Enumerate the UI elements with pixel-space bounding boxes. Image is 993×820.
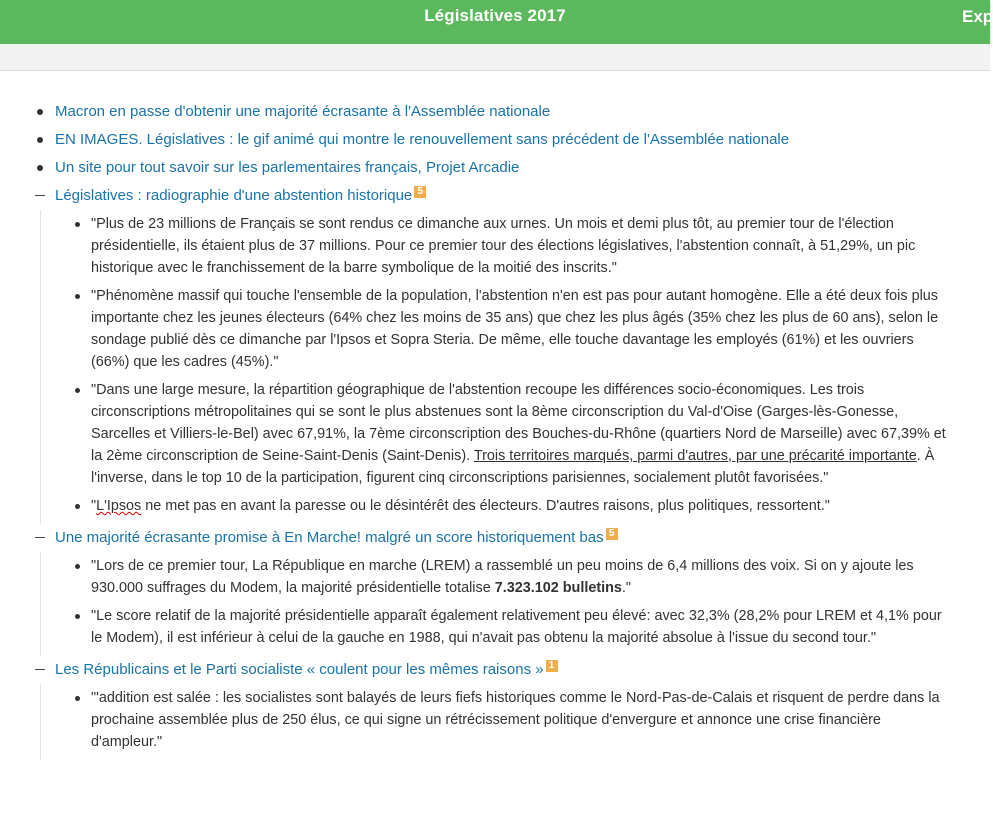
quote-text: ne met pas en avant la paresse ou le désintérêt des électeurs. D'autres raisons, plus politiques, ressortent." xyxy=(141,498,830,514)
count-badge: 1 xyxy=(546,660,558,672)
collapse-icon[interactable] xyxy=(35,195,45,196)
bullet-icon xyxy=(37,109,43,115)
section-title-link[interactable]: Législatives : radiographie d'une abstention historique xyxy=(55,187,413,204)
quote-list xyxy=(40,684,990,760)
export-button[interactable]: Exp xyxy=(962,7,993,26)
quote-item: "Plus de 23 millions de Français se sont rendus ce dimanche aux urnes. Un mois et demi plus tôt, au premier tour de l'élection présidentielle, ils étaient plus de 37 millions. Pour ce premier tour des élections législatives, l'abstention connaît, à 51,29%, un pic historique avec le franchissement de la barre symbolique de la moitié des inscrits." xyxy=(91,213,952,279)
quote-text: ." xyxy=(621,580,632,596)
section-header[interactable] xyxy=(0,524,990,552)
page-title: Législatives 2017 xyxy=(424,6,566,25)
collapse-icon[interactable] xyxy=(35,537,45,538)
quote-text: "Dans une large mesure, la répartition géographique de l'abstention recoupe les différences socio-économiques. Les trois circonscriptions métropolitaines qui se sont le plus abstenues sont la 8ème circonscription du Val-d'Oise (Garges-lès-Gonesse, Sarcelles et Villiers-le-Bel) avec 67,91%, la 7ème circonscription des Bouches-du-Rhône (quartiers Nord de Marseille) avec 67,39% et la 2ème circonscription de Seine-Saint-Denis (Saint-Denis). xyxy=(91,382,946,464)
outline-section xyxy=(0,182,990,524)
outline-item[interactable] xyxy=(0,98,990,126)
quote-text: "Lors de ce premier tour, La République en marche (LREM) a rassemblé un peu moins de 6,4 millions des voix. Si on y ajoute les 930.000 suffrages du Modem, la majorité présidentielle totalise xyxy=(91,558,914,596)
outline-section xyxy=(0,656,990,760)
outline-content xyxy=(0,98,990,760)
quote-item: "Le score relatif de la majorité présidentielle apparaît également relativement peu élevé: avec 32,3% (28,2% pour LREM et 4,1% pour le Modem), il est inférieur à celui de la gauche en 1988, qui n'avait pas obtenu la majorité absolue à l'issue du second tour." xyxy=(91,605,952,649)
bullet-icon xyxy=(37,137,43,143)
outline-item[interactable] xyxy=(0,154,990,182)
quote-list xyxy=(40,210,990,524)
misspelled-word: L'Ipsos xyxy=(96,498,142,514)
section-title-link[interactable]: Une majorité écrasante promise à En Marche! malgré un score historiquement bas xyxy=(55,529,604,546)
count-badge: 5 xyxy=(414,186,426,198)
quote-text: " xyxy=(91,498,97,514)
outline-link[interactable]: EN IMAGES. Législatives : le gif animé qui montre le renouvellement sans précédent de l'Assemblée nationale xyxy=(55,131,790,148)
section-header[interactable] xyxy=(0,182,990,210)
app-header xyxy=(0,0,993,44)
outline-link[interactable]: Un site pour tout savoir sur les parlementaires français, Projet Arcadie xyxy=(55,159,520,176)
count-badge: 5 xyxy=(606,528,618,540)
quote-item xyxy=(91,379,952,489)
section-header[interactable] xyxy=(0,656,990,684)
quote-item: "Phénomène massif qui touche l'ensemble de la population, l'abstention n'en est pas pour autant homogène. Elle a été deux fois plus importante chez les jeunes électeurs (64% chez les moins de 35 ans) que chez les plus âgés (35% chez les plus de 60 ans), selon le sondage publié dès ce dimanche par l'Ipsos et Sopra Steria. De même, elle touche davantage les employés (61%) et les ouvriers (66%) que les cadres (45%)." xyxy=(91,285,952,373)
toolbar-strip xyxy=(0,44,990,71)
quote-list xyxy=(40,552,990,656)
collapse-icon[interactable] xyxy=(35,669,45,670)
outline-link[interactable]: Macron en passe d'obtenir une majorité écrasante à l'Assemblée nationale xyxy=(55,103,551,120)
quote-item xyxy=(91,555,952,599)
quote-item xyxy=(91,495,952,517)
bullet-icon xyxy=(37,165,43,171)
outline-section xyxy=(0,524,990,656)
quote-text: . À l'inverse, dans le top 10 de la participation, figurent cinq circonscriptions parisiennes, socialement plutôt favorisées." xyxy=(91,448,935,486)
section-title-link[interactable]: Les Républicains et le Parti socialiste « coulent pour les mêmes raisons » xyxy=(55,661,544,678)
outline-item[interactable] xyxy=(0,126,990,154)
quote-item: "'addition est salée : les socialistes sont balayés de leurs fiefs historiques comme le Nord-Pas-de-Calais et risquent de perdre dans la prochaine assemblée plus de 250 élus, ce qui signe un rétrécissement politique d'envergure et annonce une crise financière d'ampleur." xyxy=(91,687,952,753)
quote-underlined-text: Trois territoires marqués, parmi d'autres, par une précarité importante xyxy=(473,448,917,464)
quote-bold-text: 7.323.102 bulletins xyxy=(494,580,622,596)
